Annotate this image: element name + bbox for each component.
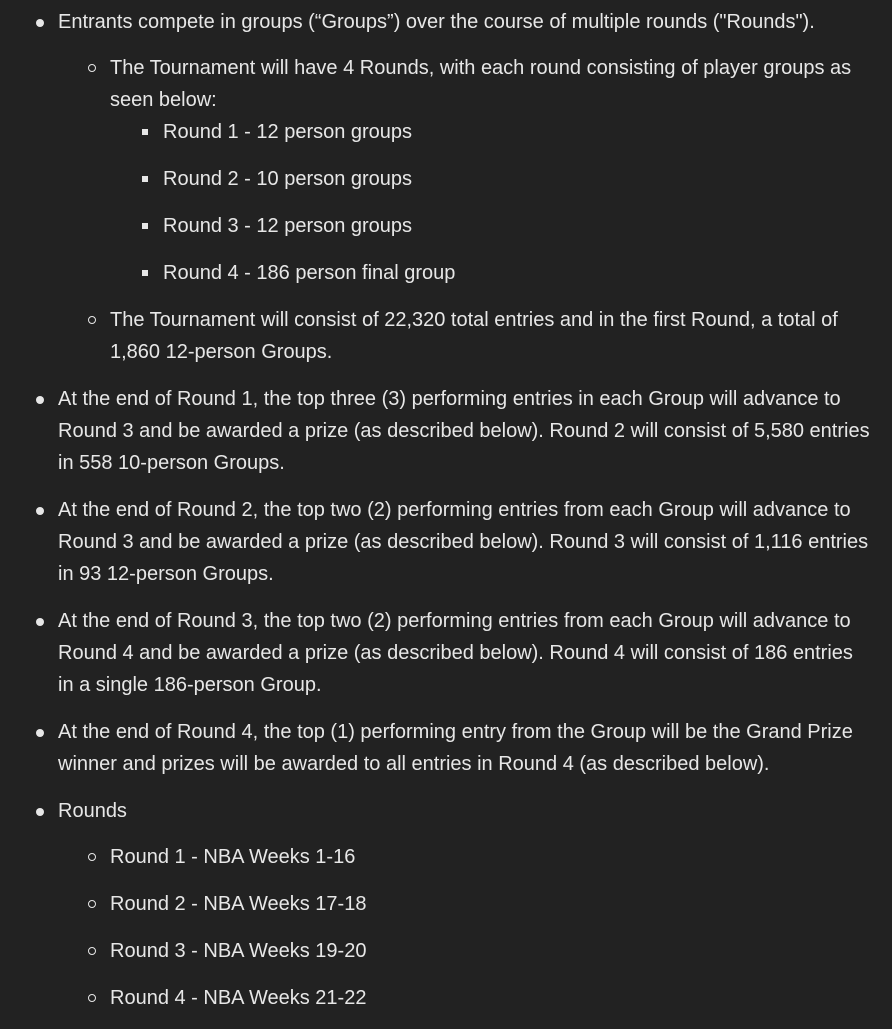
list-item-round-2-size	[110, 163, 872, 195]
sub-bullet-list	[58, 52, 872, 368]
list-item-rounds-schedule	[0, 795, 892, 1014]
list-item-rounds-structure	[58, 52, 872, 289]
list-item-round-3-end	[0, 605, 892, 701]
list-item-total-entries	[58, 304, 872, 368]
list-item-round-3-weeks	[58, 935, 872, 967]
round-group-size-list	[110, 116, 872, 289]
list-item-text: Round 2 - NBA Weeks 17-18	[110, 893, 367, 915]
list-item-text: At the end of Round 1, the top three (3) performing entries in each Group will advance to Round 3 and be awarded a prize (as described below). Round 2 will consist of 5,580 entries in 558 10-person Groups.	[58, 388, 870, 474]
list-item-text: The Tournament will have 4 Rounds, with each round consisting of player groups as seen below:	[110, 57, 852, 111]
rounds-schedule-list	[58, 841, 872, 1014]
list-item-text: Round 4 - NBA Weeks 21-22	[110, 987, 367, 1009]
list-item-text: The Tournament will consist of 22,320 total entries and in the first Round, a total of 1,860 12-person Groups.	[110, 309, 838, 363]
list-item-round-1-end	[0, 383, 892, 479]
list-item-text: Round 3 - NBA Weeks 19-20	[110, 940, 367, 962]
list-item-round-3-size	[110, 210, 872, 242]
list-item-round-4-size	[110, 257, 872, 289]
list-item-text: Round 4 - 186 person final group	[163, 262, 456, 284]
list-item-round-2-end	[0, 494, 892, 590]
list-item-text: Round 3 - 12 person groups	[163, 215, 413, 237]
list-item-text: At the end of Round 3, the top two (2) performing entries from each Group will advance to Round 4 and be awarded a prize (as described below). Round 4 will consist of 186 entries in a single 186-person Group.	[58, 610, 853, 696]
list-item-text: Round 1 - NBA Weeks 1-16	[110, 846, 356, 868]
list-item-text: Entrants compete in groups (“Groups”) over the course of multiple rounds ("Rounds").	[58, 11, 815, 33]
list-item-text: At the end of Round 2, the top two (2) performing entries from each Group will advance to Round 3 and be awarded a prize (as described below). Round 3 will consist of 1,116 entries in 93 12-person Groups.	[58, 499, 869, 585]
list-item-groups	[0, 6, 892, 368]
list-item-round-1-weeks	[58, 841, 872, 873]
list-item-round-4-end	[0, 716, 892, 780]
list-item-round-2-weeks	[58, 888, 872, 920]
list-item-text: Round 1 - 12 person groups	[163, 121, 413, 143]
rules-document	[0, 6, 892, 1029]
list-item-text: Round 2 - 10 person groups	[163, 168, 413, 190]
main-bullet-list	[0, 6, 892, 1014]
list-item-round-4-weeks	[58, 982, 872, 1014]
list-item-text: Rounds	[58, 800, 127, 822]
list-item-text: At the end of Round 4, the top (1) performing entry from the Group will be the Grand Prize winner and prizes will be awarded to all entries in Round 4 (as described below).	[58, 721, 853, 775]
list-item-round-1-size	[110, 116, 872, 148]
